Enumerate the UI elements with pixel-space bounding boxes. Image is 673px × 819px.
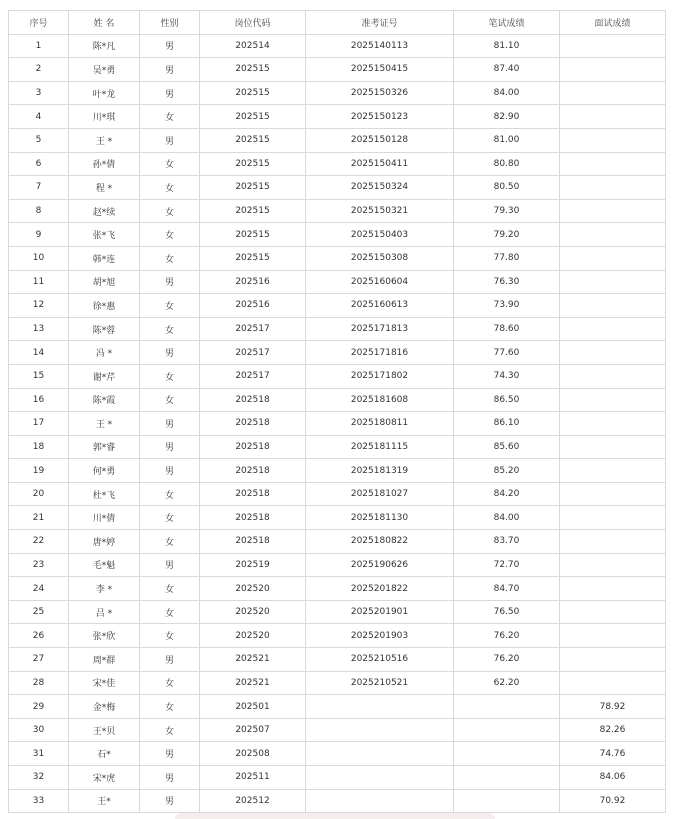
cell-written-score: 86.10 — [454, 412, 560, 436]
cell-interview-score — [560, 671, 666, 695]
cell-name: 川*琪 — [69, 105, 140, 129]
cell-ticket-number: 2025180822 — [306, 530, 454, 554]
cell-written-score: 82.90 — [454, 105, 560, 129]
cell-written-score — [454, 718, 560, 742]
cell-gender: 女 — [140, 199, 200, 223]
cell-name: 赵*续 — [69, 199, 140, 223]
cell-name: 毛*魁 — [69, 553, 140, 577]
cell-interview-score — [560, 294, 666, 318]
cell-index: 11 — [9, 270, 69, 294]
cell-written-score — [454, 695, 560, 719]
cell-interview-score — [560, 128, 666, 152]
cell-gender: 女 — [140, 152, 200, 176]
cell-ticket-number: 2025150308 — [306, 246, 454, 270]
cell-position-code: 202521 — [200, 648, 306, 672]
cell-written-score: 85.60 — [454, 435, 560, 459]
cell-written-score: 76.50 — [454, 600, 560, 624]
table-row — [9, 435, 666, 459]
cell-ticket-number: 2025171802 — [306, 364, 454, 388]
cell-name: 郭*睿 — [69, 435, 140, 459]
cell-ticket-number: 2025181115 — [306, 435, 454, 459]
cell-interview-score: 70.92 — [560, 789, 666, 813]
header-ticket-number: 准考证号 — [306, 11, 454, 35]
cell-gender: 女 — [140, 176, 200, 200]
table-row — [9, 58, 666, 82]
cell-index: 16 — [9, 388, 69, 412]
cell-written-score — [454, 742, 560, 766]
cell-interview-score — [560, 223, 666, 247]
cell-index: 5 — [9, 128, 69, 152]
cell-written-score: 76.30 — [454, 270, 560, 294]
cell-gender: 女 — [140, 671, 200, 695]
cell-position-code: 202521 — [200, 671, 306, 695]
cell-name: 冯 * — [69, 341, 140, 365]
cell-written-score: 77.80 — [454, 246, 560, 270]
cell-gender: 男 — [140, 553, 200, 577]
cell-gender: 女 — [140, 294, 200, 318]
cell-name: 周*群 — [69, 648, 140, 672]
cell-ticket-number: 2025160613 — [306, 294, 454, 318]
cell-index: 17 — [9, 412, 69, 436]
header-position-code: 岗位代码 — [200, 11, 306, 35]
cell-index: 2 — [9, 58, 69, 82]
cell-ticket-number: 2025150321 — [306, 199, 454, 223]
table-row — [9, 294, 666, 318]
cell-written-score: 80.50 — [454, 176, 560, 200]
cell-name: 韩*连 — [69, 246, 140, 270]
cell-ticket-number: 2025180811 — [306, 412, 454, 436]
table-row — [9, 530, 666, 554]
cell-name: 孙*倩 — [69, 152, 140, 176]
cell-index: 13 — [9, 317, 69, 341]
cell-index: 15 — [9, 364, 69, 388]
cell-interview-score — [560, 482, 666, 506]
cell-name: 王* — [69, 789, 140, 813]
cell-written-score: 84.20 — [454, 482, 560, 506]
cell-gender: 男 — [140, 459, 200, 483]
header-name: 姓 名 — [69, 11, 140, 35]
cell-position-code: 202518 — [200, 530, 306, 554]
cell-index: 3 — [9, 81, 69, 105]
cell-name: 陈*凡 — [69, 34, 140, 58]
cell-name: 张*飞 — [69, 223, 140, 247]
cell-name: 唐*婷 — [69, 530, 140, 554]
cell-position-code: 202518 — [200, 459, 306, 483]
cell-name: 叶*龙 — [69, 81, 140, 105]
cell-position-code: 202520 — [200, 577, 306, 601]
cell-interview-score: 82.26 — [560, 718, 666, 742]
cell-position-code: 202514 — [200, 34, 306, 58]
cell-name: 王*贝 — [69, 718, 140, 742]
cell-position-code: 202517 — [200, 364, 306, 388]
table-row — [9, 671, 666, 695]
cell-written-score: 78.60 — [454, 317, 560, 341]
table-row — [9, 128, 666, 152]
cell-name: 宋*虎 — [69, 766, 140, 790]
cell-interview-score — [560, 270, 666, 294]
cell-written-score: 74.30 — [454, 364, 560, 388]
cell-index: 26 — [9, 624, 69, 648]
cell-interview-score — [560, 435, 666, 459]
cell-ticket-number — [306, 766, 454, 790]
table-row — [9, 176, 666, 200]
table-row — [9, 81, 666, 105]
cell-ticket-number — [306, 742, 454, 766]
cell-written-score: 81.10 — [454, 34, 560, 58]
cell-position-code: 202512 — [200, 789, 306, 813]
cell-index: 28 — [9, 671, 69, 695]
cell-name: 徐*惠 — [69, 294, 140, 318]
cell-interview-score — [560, 81, 666, 105]
table-row — [9, 459, 666, 483]
results-table — [8, 10, 666, 813]
cell-index: 20 — [9, 482, 69, 506]
cell-gender: 男 — [140, 58, 200, 82]
cell-gender: 男 — [140, 648, 200, 672]
table-row — [9, 506, 666, 530]
cell-index: 30 — [9, 718, 69, 742]
cell-ticket-number: 2025140113 — [306, 34, 454, 58]
table-row — [9, 648, 666, 672]
cell-index: 18 — [9, 435, 69, 459]
cell-name: 王 * — [69, 412, 140, 436]
cell-written-score: 76.20 — [454, 624, 560, 648]
table-row — [9, 789, 666, 813]
table-row — [9, 695, 666, 719]
cell-name: 石* — [69, 742, 140, 766]
cell-interview-score — [560, 341, 666, 365]
cell-ticket-number: 2025150326 — [306, 81, 454, 105]
cell-ticket-number: 2025201822 — [306, 577, 454, 601]
cell-ticket-number — [306, 789, 454, 813]
cell-gender: 男 — [140, 128, 200, 152]
cell-written-score: 85.20 — [454, 459, 560, 483]
cell-written-score: 72.70 — [454, 553, 560, 577]
header-gender: 性别 — [140, 11, 200, 35]
cell-ticket-number: 2025171816 — [306, 341, 454, 365]
cell-position-code: 202520 — [200, 624, 306, 648]
cell-position-code: 202520 — [200, 600, 306, 624]
cell-written-score: 80.80 — [454, 152, 560, 176]
cell-name: 杜*飞 — [69, 482, 140, 506]
cell-index: 4 — [9, 105, 69, 129]
cell-index: 27 — [9, 648, 69, 672]
cell-position-code: 202518 — [200, 435, 306, 459]
header-written-score: 笔试成绩 — [454, 11, 560, 35]
table-row — [9, 341, 666, 365]
cell-gender: 女 — [140, 577, 200, 601]
cell-index: 7 — [9, 176, 69, 200]
cell-ticket-number: 2025150123 — [306, 105, 454, 129]
cell-gender: 女 — [140, 364, 200, 388]
cell-interview-score — [560, 105, 666, 129]
cell-gender: 男 — [140, 81, 200, 105]
cell-interview-score: 78.92 — [560, 695, 666, 719]
cell-written-score — [454, 766, 560, 790]
cell-position-code: 202519 — [200, 553, 306, 577]
cell-written-score: 81.00 — [454, 128, 560, 152]
cell-ticket-number: 2025210516 — [306, 648, 454, 672]
cell-name: 宋*佳 — [69, 671, 140, 695]
cell-gender: 男 — [140, 412, 200, 436]
cell-interview-score — [560, 176, 666, 200]
cell-name: 胡*旭 — [69, 270, 140, 294]
cell-ticket-number: 2025171813 — [306, 317, 454, 341]
cell-index: 22 — [9, 530, 69, 554]
cell-index: 31 — [9, 742, 69, 766]
header-row — [9, 11, 666, 35]
cell-name: 金*梅 — [69, 695, 140, 719]
cell-position-code: 202515 — [200, 81, 306, 105]
cell-gender: 男 — [140, 742, 200, 766]
cell-written-score: 84.00 — [454, 506, 560, 530]
cell-ticket-number: 2025201903 — [306, 624, 454, 648]
cell-written-score: 73.90 — [454, 294, 560, 318]
cell-gender: 女 — [140, 600, 200, 624]
cell-interview-score — [560, 412, 666, 436]
cell-ticket-number: 2025181130 — [306, 506, 454, 530]
cell-position-code: 202515 — [200, 128, 306, 152]
cell-index: 23 — [9, 553, 69, 577]
cell-gender: 女 — [140, 718, 200, 742]
cell-index: 12 — [9, 294, 69, 318]
table-row — [9, 412, 666, 436]
cell-gender: 男 — [140, 341, 200, 365]
cell-interview-score: 84.06 — [560, 766, 666, 790]
cell-position-code: 202515 — [200, 176, 306, 200]
table-row — [9, 223, 666, 247]
table-row — [9, 105, 666, 129]
table-row — [9, 624, 666, 648]
cell-ticket-number: 2025181319 — [306, 459, 454, 483]
cell-position-code: 202518 — [200, 388, 306, 412]
cell-written-score: 79.20 — [454, 223, 560, 247]
header-index: 序号 — [9, 11, 69, 35]
cell-ticket-number: 2025150128 — [306, 128, 454, 152]
cell-position-code: 202515 — [200, 246, 306, 270]
cell-index: 10 — [9, 246, 69, 270]
table-row — [9, 152, 666, 176]
cell-position-code: 202508 — [200, 742, 306, 766]
cell-position-code: 202515 — [200, 58, 306, 82]
cell-gender: 女 — [140, 506, 200, 530]
table-row — [9, 34, 666, 58]
cell-position-code: 202517 — [200, 317, 306, 341]
cell-ticket-number: 2025160604 — [306, 270, 454, 294]
cell-name: 王 * — [69, 128, 140, 152]
cell-interview-score — [560, 600, 666, 624]
table-row — [9, 718, 666, 742]
bottom-edge-decoration — [175, 813, 495, 819]
cell-written-score: 77.60 — [454, 341, 560, 365]
cell-gender: 男 — [140, 766, 200, 790]
cell-name: 陈*蓉 — [69, 317, 140, 341]
cell-interview-score — [560, 152, 666, 176]
cell-written-score: 84.70 — [454, 577, 560, 601]
cell-name: 谢*芹 — [69, 364, 140, 388]
cell-index: 19 — [9, 459, 69, 483]
cell-index: 1 — [9, 34, 69, 58]
cell-position-code: 202518 — [200, 482, 306, 506]
cell-position-code: 202516 — [200, 270, 306, 294]
cell-position-code: 202515 — [200, 223, 306, 247]
cell-interview-score — [560, 199, 666, 223]
cell-gender: 女 — [140, 388, 200, 412]
cell-interview-score — [560, 506, 666, 530]
cell-ticket-number: 2025150411 — [306, 152, 454, 176]
cell-position-code: 202511 — [200, 766, 306, 790]
cell-gender: 女 — [140, 317, 200, 341]
table-row — [9, 600, 666, 624]
cell-gender: 女 — [140, 624, 200, 648]
cell-position-code: 202515 — [200, 199, 306, 223]
cell-ticket-number: 2025150324 — [306, 176, 454, 200]
cell-written-score: 86.50 — [454, 388, 560, 412]
cell-name: 吴*勇 — [69, 58, 140, 82]
cell-position-code: 202507 — [200, 718, 306, 742]
cell-index: 32 — [9, 766, 69, 790]
cell-index: 33 — [9, 789, 69, 813]
cell-gender: 女 — [140, 482, 200, 506]
table-row — [9, 577, 666, 601]
cell-written-score: 62.20 — [454, 671, 560, 695]
table-row — [9, 388, 666, 412]
cell-index: 6 — [9, 152, 69, 176]
header-interview-score: 面试成绩 — [560, 11, 666, 35]
cell-name: 何*勇 — [69, 459, 140, 483]
cell-position-code: 202501 — [200, 695, 306, 719]
cell-ticket-number: 2025201901 — [306, 600, 454, 624]
cell-position-code: 202518 — [200, 412, 306, 436]
table-row — [9, 553, 666, 577]
cell-interview-score — [560, 34, 666, 58]
cell-position-code: 202515 — [200, 105, 306, 129]
cell-interview-score — [560, 530, 666, 554]
cell-interview-score — [560, 577, 666, 601]
table-row — [9, 199, 666, 223]
cell-ticket-number: 2025150415 — [306, 58, 454, 82]
table-row — [9, 317, 666, 341]
cell-gender: 男 — [140, 789, 200, 813]
table-body — [9, 34, 666, 813]
cell-ticket-number: 2025181608 — [306, 388, 454, 412]
cell-interview-score — [560, 624, 666, 648]
cell-ticket-number — [306, 718, 454, 742]
cell-interview-score: 74.76 — [560, 742, 666, 766]
cell-interview-score — [560, 246, 666, 270]
cell-written-score — [454, 789, 560, 813]
cell-index: 25 — [9, 600, 69, 624]
table-row — [9, 246, 666, 270]
cell-interview-score — [560, 364, 666, 388]
cell-index: 14 — [9, 341, 69, 365]
cell-gender: 女 — [140, 695, 200, 719]
cell-index: 8 — [9, 199, 69, 223]
cell-interview-score — [560, 317, 666, 341]
cell-gender: 女 — [140, 105, 200, 129]
cell-interview-score — [560, 553, 666, 577]
cell-gender: 女 — [140, 246, 200, 270]
cell-interview-score — [560, 648, 666, 672]
cell-written-score: 79.30 — [454, 199, 560, 223]
cell-name: 张*欣 — [69, 624, 140, 648]
table-row — [9, 742, 666, 766]
cell-name: 陈*霞 — [69, 388, 140, 412]
cell-index: 21 — [9, 506, 69, 530]
cell-written-score: 84.00 — [454, 81, 560, 105]
cell-gender: 男 — [140, 270, 200, 294]
cell-name: 程 * — [69, 176, 140, 200]
cell-gender: 男 — [140, 435, 200, 459]
cell-index: 29 — [9, 695, 69, 719]
cell-name: 吕 * — [69, 600, 140, 624]
table-row — [9, 270, 666, 294]
cell-ticket-number: 2025190626 — [306, 553, 454, 577]
cell-gender: 男 — [140, 34, 200, 58]
cell-interview-score — [560, 388, 666, 412]
cell-written-score: 76.20 — [454, 648, 560, 672]
cell-position-code: 202515 — [200, 152, 306, 176]
cell-written-score: 83.70 — [454, 530, 560, 554]
cell-ticket-number — [306, 695, 454, 719]
cell-ticket-number: 2025150403 — [306, 223, 454, 247]
cell-position-code: 202517 — [200, 341, 306, 365]
cell-interview-score — [560, 459, 666, 483]
cell-position-code: 202516 — [200, 294, 306, 318]
cell-gender: 女 — [140, 530, 200, 554]
cell-gender: 女 — [140, 223, 200, 247]
cell-index: 24 — [9, 577, 69, 601]
cell-ticket-number: 2025181027 — [306, 482, 454, 506]
table-row — [9, 766, 666, 790]
table-row — [9, 364, 666, 388]
cell-position-code: 202518 — [200, 506, 306, 530]
cell-index: 9 — [9, 223, 69, 247]
cell-ticket-number: 2025210521 — [306, 671, 454, 695]
cell-name: 川*倩 — [69, 506, 140, 530]
cell-interview-score — [560, 58, 666, 82]
cell-written-score: 87.40 — [454, 58, 560, 82]
cell-name: 李 * — [69, 577, 140, 601]
table-row — [9, 482, 666, 506]
